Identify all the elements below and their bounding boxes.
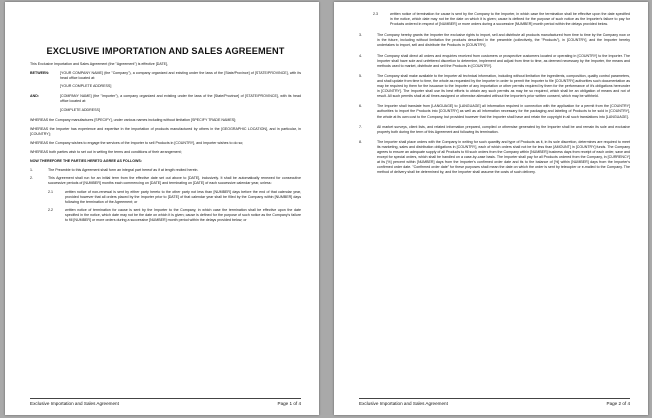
and-label: AND: — [30, 94, 39, 99]
clause-text: The Importer shall translate from [LANGUAGE] to [LANGUAGE] all information required in connection with the application for a permit from the [COUNTRY] authorities to import the Products into [COUNTRY] as well as all information necessary for the packaging and labeling of Products to be sold in [COUNTRY], the whole at its own cost to the Company, but provided however that the Importer shall have and retain the copyright in all such translations into [LANGUAGE]. — [377, 104, 630, 119]
clause-4 — [359, 54, 630, 69]
footer-page-number: Page 1 of 4 — [277, 401, 301, 406]
footer-document-name: Exclusive Importation and Sales Agreement — [30, 401, 119, 406]
party-importer-text: [COMPANY NAME] (the "Importer"), a company organized and existing under the laws of the [State/Province] of [STATE/PROVINCE], with its head office located at: — [60, 94, 301, 104]
clause-text: The Importer shall place orders with the Company in writing for such quantity and type of Products as it, in its sole discretion, determines are required to meet its marketing, sales and distribution obligations in [COUNTRY], each of which orders shall not be for less than [AMOUNT] in [COUNTRY] funds. The Company agrees to ensure an adequate supply of all Products to fill such orders from the Company within [NUMBER] business days from receipt of each order, save and except for special orders, which shall be handled on a case-by-case basis. The Importer shall pay for all Products ordered from the Company, in [CURRENCY] at its [%] percent within [NUMBER] days from the Importer's confirmed order date and its to the balance of [%] within [NUMBER] days from the Importer's confirmed order date. "Confirmed order date" for these purposes shall mean the date on which the order is sent by telecopier or e-mailed to the Company. The method of delivery shall be determined by, and the Importer shall assume the costs of such delivery. — [377, 139, 630, 175]
intro-paragraph: This Exclusive Importation and Sales Agreement (the "Agreement") is effective [DATE], — [30, 62, 169, 66]
clause-7 — [359, 125, 630, 135]
clause-6 — [359, 104, 630, 119]
clause-number: 4. — [359, 53, 362, 58]
party-company — [30, 71, 301, 81]
subclause-text: written notice of non-renewal is sent by either party hereto to the other party not less than [NUMBER] days before the end of that calendar year, provided however that all orders placed by the Importer prior to [DATE] of that calendar year shall be filled by the Company within [NUMBER] days following the termination of the Agreement; or — [65, 189, 301, 204]
clause-text: All market surveys, client lists, and related information prepared, compiled or otherwise generated by the Importer shall be and remain its sole and exclusive property both during the term of this Agreement and following its termination. — [377, 124, 630, 134]
clause-8 — [359, 140, 630, 176]
whereas-paragraph: WHEREAS the Importer has experience and expertise in the importation of products manufactured by others in the [GEOGRAPHIC LOCATION], and in particular, in [COUNTRY]; — [30, 126, 301, 136]
page-1-content — [30, 46, 301, 226]
document-page-1 — [5, 2, 319, 415]
party-importer — [30, 94, 301, 104]
whereas-paragraph: WHEREAS both parties wish to set out in writing the terms and conditions of their arrangement; — [30, 150, 182, 155]
subclause-number: 2.1 — [48, 189, 53, 194]
clause-number: 7. — [359, 124, 362, 129]
subclause-2-2 — [48, 208, 301, 223]
subclause-text: written notice of termination for cause is sent by the Company to the Importer, in which case the termination shall be effective upon the date specified in the notice, which date may not be the date on which it is given; cause is defined for the purpose of such notice as the Importer's failure to pay for Products ordered in respect of [NUMBER] or more orders during a successive [NUMBER] month period within the delays provided below. — [390, 12, 630, 27]
footer-page-number: Page 2 of 4 — [606, 401, 630, 406]
clause-number: 1. — [30, 168, 33, 173]
party-company-address: [YOUR COMPLETE ADDRESS] — [60, 84, 112, 89]
clause-number: 6. — [359, 104, 362, 109]
therefore-heading: NOW THEREFORE THE PARTIES HERETO AGREE AS FOLLOWS: — [30, 159, 143, 164]
subclause-2-3 — [373, 12, 630, 27]
subclause-text: written notice of termination for cause is sent by the Importer to the Company, in which case the termination shall be effective upon the date specified in the notice, which date may not be the date on which it is given; cause is defined for the purpose of such notice as the Company's failure to fill [NUMBER] or more orders during a successive [NUMBER] month period within the delays provided below; or — [65, 207, 301, 222]
whereas-paragraph: WHEREAS the Company manufactures [SPECIFY], under various names including without limitation [SPECIFY TRADE NAMES]; — [30, 117, 237, 122]
document-title: EXCLUSIVE IMPORTATION AND SALES AGREEMENT — [46, 46, 285, 56]
page-footer — [30, 398, 301, 406]
subclause-2-1 — [48, 190, 301, 205]
between-label: BETWEEN: — [30, 71, 50, 76]
document-page-2 — [334, 2, 648, 415]
whereas-paragraph: WHEREAS the Company wishes to engage the services of the Importer to sell Products in [COUNTRY], and Importer wishes to do so; — [30, 140, 244, 145]
clause-5 — [359, 74, 630, 99]
clause-2 — [30, 176, 301, 186]
subclause-number: 2.3 — [373, 12, 378, 16]
clause-text: The Company shall direct all orders and enquiries received from customers or prospective customers located or operating in [COUNTRY] to the Importer. The Importer shall have sole and unfettered discretion to determine, implement and adjust from time to time, as deemed necessary by the Importer, the means and methods used to market, distribute and sell the Products in [COUNTRY]. — [377, 53, 630, 68]
clause-text: The Preamble to this Agreement shall form an integral part hereof as if at length recited herein. — [48, 168, 199, 173]
clause-3 — [359, 33, 630, 48]
subclause-number: 2.2 — [48, 207, 53, 212]
clause-text: This Agreement shall run for an initial term from the effective date set out above to [DATE], inclusively. It shall be automatically renewed for consecutive successive periods of [NUMBER] months each commencing on [DATE] and terminating on [DATE] of each successive calendar year, unless: — [48, 176, 301, 186]
party-importer-address: [COMPLETE ADDRESS] — [60, 107, 100, 112]
clause-1 — [30, 168, 301, 173]
clause-number: 3. — [359, 33, 362, 38]
page-footer — [359, 398, 630, 406]
clause-number: 2. — [30, 176, 33, 181]
clause-number: 5. — [359, 73, 362, 78]
party-company-text: [YOUR COMPANY NAME] (the "Company"), a company organized and existing under the laws of the [State/Province] of [STATE/PROVINCE], with its head office located at: — [60, 71, 301, 81]
clause-text: The Company shall make available to the Importer all technical information, including without limitation the ingredients, composition, quality control parameters, and shall update from time to time, the whole as requested by the Importer in order to permit the Importer to file [COUNTRY] authorities such documentation as may be required by them for the issuance to the Importer of any importation or other permits required by them for the performance of it's obligations hereunder in [COUNTRY]. The Importer shall use its best efforts to obtain any such permits as may be so required, which shall be an obligation of means and not of result. All such permits shall at all times assigned or otherwise alienated without the Importer's prior written consent, which may be withheld. — [377, 73, 630, 99]
clause-number: 8. — [359, 139, 362, 144]
footer-document-name: Exclusive Importation and Sales Agreement — [359, 401, 448, 406]
page-2-content — [359, 12, 630, 180]
clause-text: The Company hereby grants the Importer the exclusive rights to import, sell and distribute all products manufactured from time to time by the Company now or in the future, including without limitation the products described in the preamble (collectively, the "Products"), in [COUNTRY], and the Importer hereby undertakes to import, sell and distribute the Products in [COUNTRY]. — [377, 33, 630, 48]
